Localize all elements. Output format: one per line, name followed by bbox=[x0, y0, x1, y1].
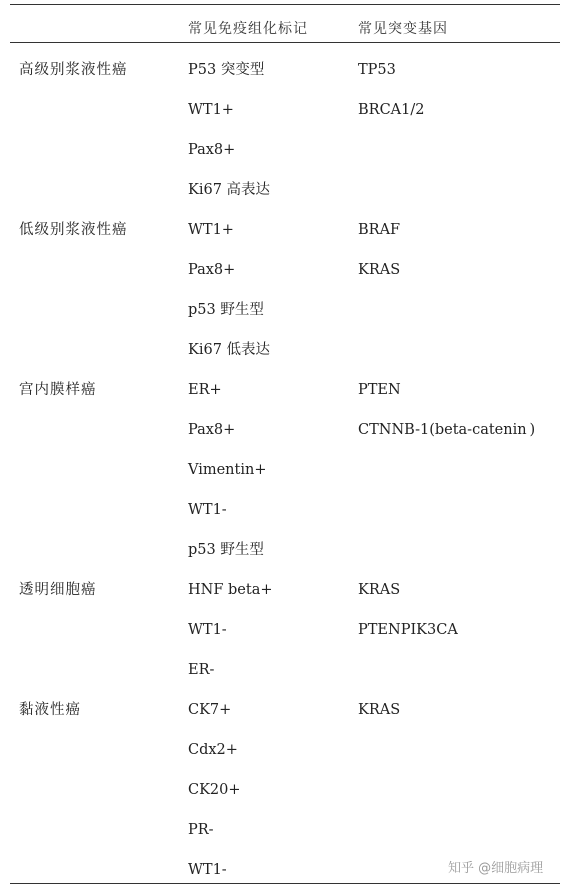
marker-cell: Pax8+ bbox=[188, 422, 236, 438]
tumor-type-label: 高级别浆液性癌 bbox=[19, 62, 128, 78]
marker-cell: HNF beta+ bbox=[188, 582, 273, 598]
gene-cell: BRCA1/2 bbox=[358, 102, 425, 118]
marker-cell: Ki67 高表达 bbox=[188, 182, 271, 198]
marker-cell: CK7+ bbox=[188, 702, 232, 718]
tumor-type-label: 宫内膜样癌 bbox=[19, 382, 97, 398]
watermark: 知乎 @细胞病理 bbox=[448, 861, 544, 876]
marker-cell: WT1- bbox=[188, 502, 227, 518]
table-header-rule bbox=[10, 42, 560, 43]
gene-cell: KRAS bbox=[358, 582, 401, 598]
marker-cell: Ki67 低表达 bbox=[188, 342, 271, 358]
header-markers: 常见免疫组化标记 bbox=[188, 21, 308, 37]
gene-cell: TP53 bbox=[358, 62, 396, 78]
marker-cell: P53 突变型 bbox=[188, 62, 265, 78]
marker-cell: Pax8+ bbox=[188, 142, 236, 158]
marker-cell: WT1+ bbox=[188, 222, 234, 238]
marker-cell: WT1- bbox=[188, 622, 227, 638]
tumor-type-label: 透明细胞癌 bbox=[19, 582, 97, 598]
gene-cell: CTNNB-1(beta-catenin ) bbox=[358, 422, 536, 438]
marker-cell: ER+ bbox=[188, 382, 222, 398]
gene-cell: PTENPIK3CA bbox=[358, 622, 458, 638]
tumor-type-label: 低级别浆液性癌 bbox=[19, 222, 128, 238]
marker-cell: WT1+ bbox=[188, 102, 234, 118]
marker-cell: PR- bbox=[188, 822, 214, 838]
gene-cell: PTEN bbox=[358, 382, 401, 398]
marker-cell: Vimentin+ bbox=[188, 462, 267, 478]
marker-cell: Pax8+ bbox=[188, 262, 236, 278]
table-bottom-rule bbox=[10, 883, 560, 884]
gene-cell: KRAS bbox=[358, 702, 401, 718]
header-genes: 常见突变基因 bbox=[358, 21, 448, 37]
marker-cell: p53 野生型 bbox=[188, 542, 264, 558]
marker-cell: Cdx2+ bbox=[188, 742, 238, 758]
tumor-type-label: 黏液性癌 bbox=[19, 702, 81, 718]
table-top-rule bbox=[10, 4, 560, 5]
marker-cell: CK20+ bbox=[188, 782, 241, 798]
gene-cell: KRAS bbox=[358, 262, 401, 278]
marker-cell: p53 野生型 bbox=[188, 302, 264, 318]
gene-cell: BRAF bbox=[358, 222, 401, 238]
marker-cell: ER- bbox=[188, 662, 215, 678]
marker-cell: WT1- bbox=[188, 862, 227, 878]
